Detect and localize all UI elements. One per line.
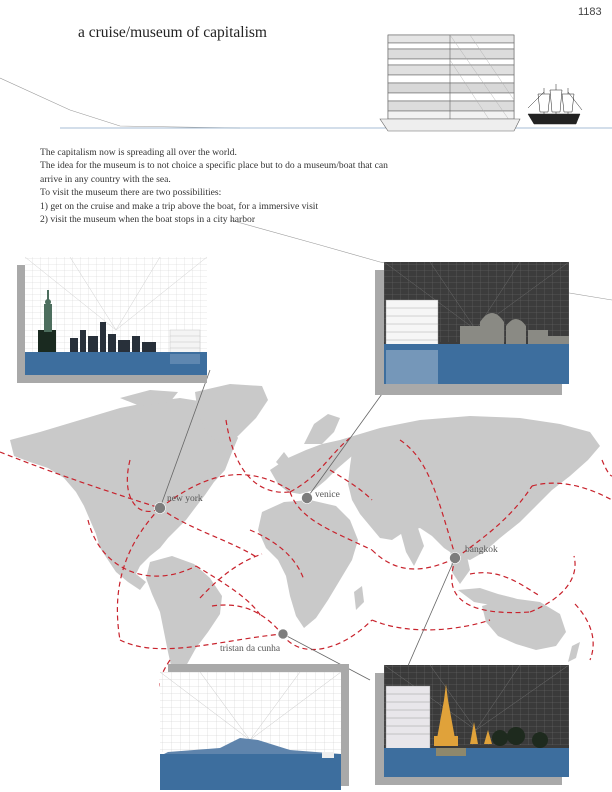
page-title: a cruise/museum of capitalism xyxy=(78,24,267,41)
label-new-york: new york xyxy=(167,494,203,504)
intro-line: arrive in any country with the sea. xyxy=(40,173,171,185)
intro-line: The idea for the museum is to not choice a specific place but to do a museum/boat that can xyxy=(40,160,388,172)
intro-line: 2) visit the museum when the boat stops in a city harbor xyxy=(40,214,256,226)
page-number: 1183 xyxy=(578,6,602,18)
label-tristan-da-cunha: tristan da cunha xyxy=(220,644,281,654)
label-bangkok: bangkok xyxy=(465,545,498,555)
intro-line: To visit the museum there are two possibilities: xyxy=(40,187,222,199)
intro-line: 1) get on the cruise and make a trip above the boat, for a immersive visit xyxy=(40,200,319,212)
label-venice: venice xyxy=(315,490,340,500)
intro-line: The capitalism now is spreading all over the world. xyxy=(40,147,237,158)
